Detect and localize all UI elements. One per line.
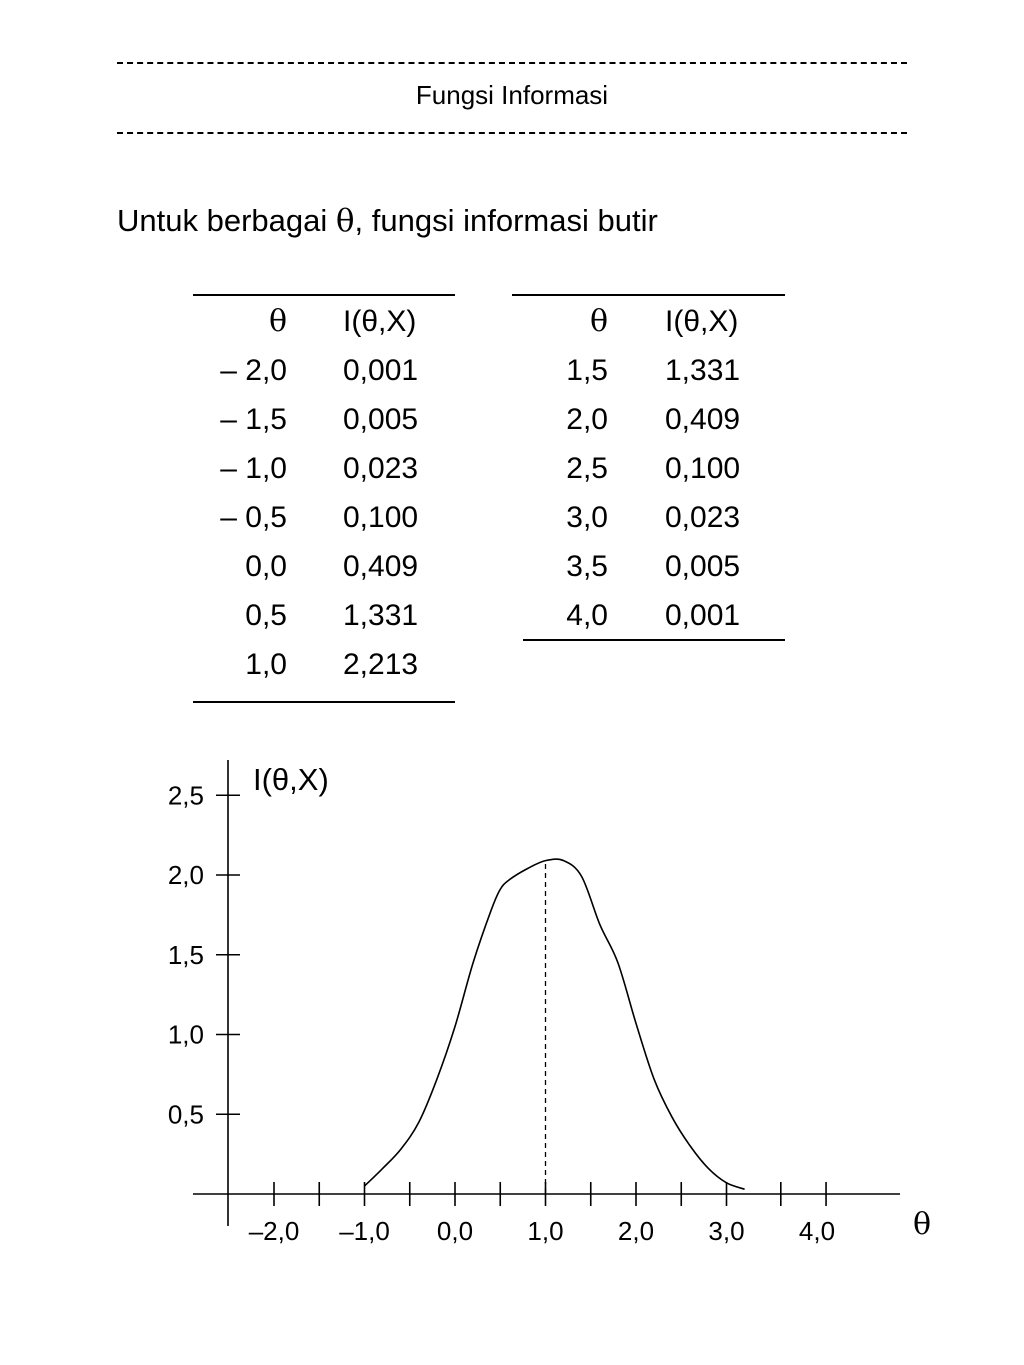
- table-cell-information: 0,005: [665, 550, 741, 583]
- intro-text-before: Untuk berbagai: [117, 203, 336, 238]
- table-cell-information: 0,001: [665, 599, 741, 632]
- table-cell-theta: 1,0: [245, 648, 287, 681]
- x-tick-label: 2,0: [617, 1216, 655, 1246]
- table-cell-theta: 0,0: [245, 550, 287, 583]
- y-axis-label: I(θ,X): [253, 762, 329, 797]
- intro-text-after: , fungsi informasi butir: [354, 203, 658, 238]
- table-cell-information: 0,023: [343, 452, 419, 485]
- page-title: Fungsi Informasi: [415, 80, 609, 110]
- table-cell-theta: 1,5: [566, 354, 608, 387]
- table-cell-theta: – 2,0: [220, 354, 287, 387]
- x-tick-label: 1,0: [527, 1216, 564, 1246]
- table-header-information: I(θ,X): [343, 305, 417, 338]
- table-cell-information: 0,100: [343, 501, 419, 534]
- x-tick-label: 0,0: [436, 1216, 474, 1246]
- table-cell-theta: 2,0: [566, 403, 608, 436]
- information-curve: [365, 859, 745, 1189]
- table-cell-information: 1,331: [665, 354, 741, 387]
- table-cell-theta: – 1,0: [220, 452, 287, 485]
- table-cell-information: 0,100: [665, 452, 741, 485]
- y-tick-label: 0,5: [167, 1099, 204, 1130]
- table-cell-theta: 3,5: [566, 550, 608, 583]
- y-tick-label: 1,5: [167, 939, 204, 970]
- table-cell-information: 0,023: [665, 501, 741, 534]
- table-cell-information: 0,001: [343, 354, 419, 387]
- table-cell-information: 0,005: [343, 403, 419, 436]
- table-cell-information: 0,409: [665, 403, 741, 436]
- table-cell-theta: – 1,5: [220, 403, 287, 436]
- x-tick-label: 4,0: [798, 1216, 836, 1246]
- y-tick-label: 2,5: [167, 780, 204, 811]
- x-tick-label: –2,0: [248, 1216, 300, 1246]
- table-cell-theta: 4,0: [566, 599, 608, 632]
- y-tick-label: 2,0: [167, 860, 204, 890]
- table-header-information: I(θ,X): [665, 305, 739, 338]
- table-header-theta: θ: [589, 304, 608, 339]
- table-cell-theta: 2,5: [566, 452, 608, 485]
- x-tick-label: –1,0: [339, 1216, 390, 1246]
- intro-theta-symbol: θ: [335, 203, 355, 239]
- table-cell-information: 2,213: [343, 648, 419, 681]
- x-axis-label: θ: [913, 1207, 932, 1242]
- x-tick-label: 3,0: [708, 1216, 745, 1246]
- table-cell-theta: 3,0: [566, 501, 608, 534]
- table-cell-information: 0,409: [343, 550, 419, 583]
- table-header-theta: θ: [268, 304, 287, 339]
- table-cell-information: 1,331: [343, 599, 419, 632]
- table-cell-theta: 0,5: [245, 599, 287, 632]
- table-cell-theta: – 0,5: [220, 501, 287, 534]
- y-tick-label: 1,0: [167, 1019, 204, 1050]
